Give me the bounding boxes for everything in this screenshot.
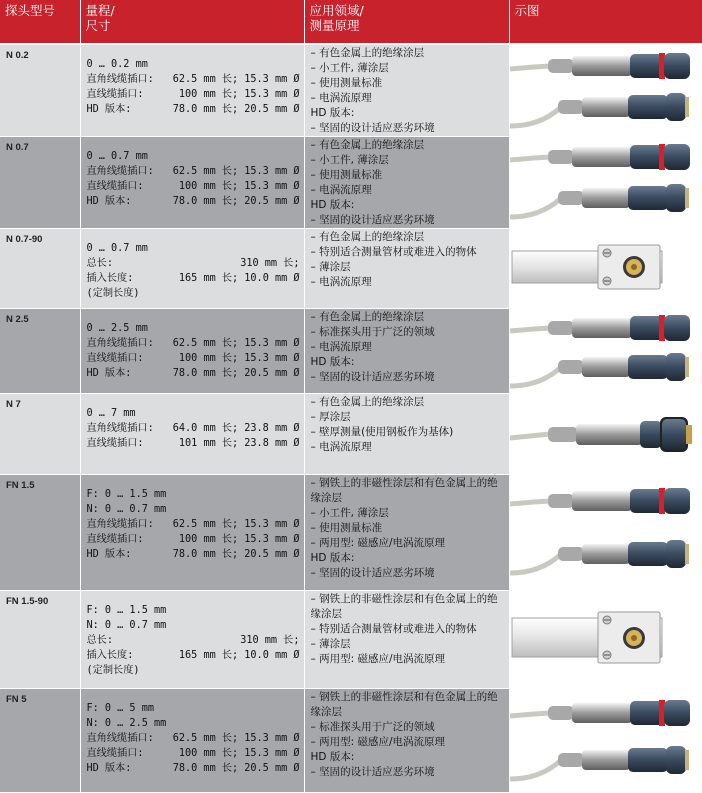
probe-illustration: [510, 475, 702, 590]
probe-illustration: [510, 689, 702, 792]
application-line: – 电涡流原理: [311, 275, 505, 290]
application-line: HD 版本:: [311, 750, 505, 765]
spec-line: [87, 406, 300, 421]
spec-line: [87, 618, 300, 633]
spec-label: HD 版本:: [87, 194, 132, 209]
spec-line: [87, 716, 300, 731]
spec-label: HD 版本:: [87, 547, 132, 562]
spec-label: 0 … 0.7 mm: [87, 149, 148, 164]
spec-line: [87, 351, 300, 366]
application-line: – 有色金属上的绝缘涂层: [311, 230, 505, 245]
spec-value: 100 mm 长; 15.3 mm Ø: [179, 87, 300, 102]
spec-label: 直角线缆插口:: [87, 731, 154, 746]
application-line: – 坚固的设计适应恶劣环境: [311, 121, 505, 136]
application-line: – 薄涂层: [311, 637, 505, 652]
probe-illustration-cell: [509, 137, 702, 229]
spec-label: 直线缆插口:: [87, 436, 144, 451]
application-line: – 钢铁上的非磁性涂层和有色金属上的绝缘涂层: [311, 690, 505, 720]
spec-label: F: 0 … 5 mm: [87, 701, 154, 716]
table-row: [0, 689, 702, 793]
spec-label: HD 版本:: [87, 366, 132, 381]
header-application: 应用领域/ 测量原理: [304, 0, 509, 44]
spec-line: [87, 633, 300, 648]
application-line: – 使用测量标准: [311, 76, 505, 91]
spec-line: [87, 487, 300, 502]
probe-illustration-cell: [509, 591, 702, 689]
probe-model: N 0.2: [0, 45, 80, 61]
range-size-cell: [80, 137, 304, 229]
application-line: – 电涡流原理: [311, 91, 505, 106]
table-row: [0, 309, 702, 394]
application-line: – 两用型: 磁感应/电涡流原理: [311, 536, 505, 551]
probe-illustration: [510, 45, 702, 134]
application-line: – 电涡流原理: [311, 340, 505, 355]
spec-label: 0 … 2.5 mm: [87, 321, 148, 336]
spec-line: [87, 241, 300, 256]
spec-line: [87, 532, 300, 547]
application-line: – 有色金属上的绝缘涂层: [311, 395, 505, 410]
application-line: HD 版本:: [311, 551, 505, 566]
probe-model-cell: [0, 591, 80, 689]
spec-value: 165 mm 长; 10.0 mm Ø: [179, 648, 300, 663]
spec-value: 62.5 mm 长; 15.3 mm Ø: [173, 164, 300, 179]
spec-line: [87, 286, 300, 301]
spec-label: 直线缆插口:: [87, 351, 144, 366]
spec-label: 插入长度:: [87, 271, 134, 286]
spec-value: 101 mm 长; 23.8 mm Ø: [179, 436, 300, 451]
application-line: HD 版本:: [311, 198, 505, 213]
probe-illustration: [510, 137, 702, 225]
spec-line: [87, 102, 300, 117]
range-size-cell: [80, 309, 304, 394]
application-cell: [304, 44, 509, 137]
spec-line: [87, 421, 300, 436]
probe-illustration: [510, 229, 702, 308]
spec-line: [87, 517, 300, 532]
range-size-cell: [80, 44, 304, 137]
spec-label: HD 版本:: [87, 102, 132, 117]
application-line: HD 版本:: [311, 355, 505, 370]
application-cell: [304, 309, 509, 394]
header-model: 探头型号: [0, 0, 80, 44]
table-row: [0, 44, 702, 137]
application-line: – 有色金属上的绝缘涂层: [311, 46, 505, 61]
spec-label: 0 … 0.7 mm: [87, 241, 148, 256]
spec-line: [87, 194, 300, 209]
application-line: – 小工件, 薄涂层: [311, 153, 505, 168]
application-line: – 使用测量标准: [311, 168, 505, 183]
spec-value: 62.5 mm 长; 15.3 mm Ø: [173, 72, 300, 87]
spec-line: [87, 179, 300, 194]
spec-line: [87, 502, 300, 517]
spec-label: F: 0 … 1.5 mm: [87, 603, 167, 618]
spec-label: 直线缆插口:: [87, 532, 144, 547]
table-row: [0, 591, 702, 689]
probe-model: N 0.7: [0, 137, 80, 153]
spec-line: [87, 701, 300, 716]
range-size-cell: [80, 394, 304, 475]
spec-value: 62.5 mm 长; 15.3 mm Ø: [173, 517, 300, 532]
application-line: – 使用测量标准: [311, 521, 505, 536]
range-size-cell: [80, 591, 304, 689]
application-line: – 薄涂层: [311, 260, 505, 275]
spec-value: 100 mm 长; 15.3 mm Ø: [179, 351, 300, 366]
table-row: [0, 137, 702, 229]
spec-line: [87, 648, 300, 663]
spec-line: [87, 436, 300, 451]
probe-model: FN 1.5-90: [0, 591, 80, 607]
application-line: – 标准探头用于广泛的领域: [311, 325, 505, 340]
spec-value: 78.0 mm 长; 20.5 mm Ø: [173, 194, 300, 209]
spec-label: 直角线缆插口:: [87, 72, 154, 87]
spec-value: 78.0 mm 长; 20.5 mm Ø: [173, 102, 300, 117]
spec-label: 直角线缆插口:: [87, 164, 154, 179]
spec-value: 62.5 mm 长; 15.3 mm Ø: [173, 731, 300, 746]
spec-value: 62.5 mm 长; 15.3 mm Ø: [173, 336, 300, 351]
spec-value: 78.0 mm 长; 20.5 mm Ø: [173, 366, 300, 381]
application-line: – 壁厚测量(使用钢板作为基体): [311, 425, 505, 440]
probe-illustration-cell: [509, 394, 702, 475]
probe-illustration: [510, 394, 702, 474]
spec-line: [87, 271, 300, 286]
range-size-cell: [80, 475, 304, 591]
spec-line: [87, 149, 300, 164]
spec-label: N: 0 … 0.7 mm: [87, 618, 167, 633]
table-row: [0, 394, 702, 475]
application-cell: [304, 394, 509, 475]
spec-label: 0 … 0.2 mm: [87, 57, 148, 72]
application-line: – 标准探头用于广泛的领域: [311, 720, 505, 735]
application-line: – 坚固的设计适应恶劣环境: [311, 370, 505, 385]
application-line: – 电涡流原理: [311, 183, 505, 198]
application-line: – 两用型: 磁感应/电涡流原理: [311, 735, 505, 750]
probe-illustration-cell: [509, 475, 702, 591]
header-figure: 示图: [509, 0, 702, 44]
application-line: – 坚固的设计适应恶劣环境: [311, 213, 505, 228]
spec-line: [87, 87, 300, 102]
spec-label: N: 0 … 0.7 mm: [87, 502, 167, 517]
application-line: – 有色金属上的绝缘涂层: [311, 138, 505, 153]
probe-illustration: [510, 591, 702, 688]
application-line: – 坚固的设计适应恶劣环境: [311, 566, 505, 581]
application-line: – 有色金属上的绝缘涂层: [311, 310, 505, 325]
probe-illustration-cell: [509, 689, 702, 793]
probe-model-cell: [0, 394, 80, 475]
application-line: – 小工件, 薄涂层: [311, 61, 505, 76]
spec-line: [87, 731, 300, 746]
spec-label: 0 … 7 mm: [87, 406, 136, 421]
spec-label: 总长:: [87, 256, 114, 271]
probe-illustration: [510, 309, 702, 393]
table-header-row: [0, 0, 702, 44]
probe-model-cell: [0, 309, 80, 394]
spec-value: 165 mm 长; 10.0 mm Ø: [179, 271, 300, 286]
spec-line: [87, 366, 300, 381]
probe-illustration-cell: [509, 44, 702, 137]
spec-label: 直线缆插口:: [87, 179, 144, 194]
spec-line: [87, 761, 300, 776]
header-range-size: 量程/ 尺寸: [80, 0, 304, 44]
spec-label: 直角线缆插口:: [87, 336, 154, 351]
spec-label: 直角线缆插口:: [87, 517, 154, 532]
spec-label: 直线缆插口:: [87, 87, 144, 102]
spec-value: 100 mm 长; 15.3 mm Ø: [179, 746, 300, 761]
spec-line: [87, 57, 300, 72]
spec-value: 310 mm 长;: [240, 633, 299, 648]
probe-model-cell: [0, 689, 80, 793]
application-line: – 两用型: 磁感应/电涡流原理: [311, 652, 505, 667]
probe-model: FN 5: [0, 689, 80, 705]
spec-line: [87, 256, 300, 271]
spec-line: [87, 746, 300, 761]
application-line: – 特别适合测量管材或难进入的物体: [311, 622, 505, 637]
application-line: – 小工件, 薄涂层: [311, 506, 505, 521]
application-cell: [304, 229, 509, 309]
spec-label: (定制长度): [87, 286, 140, 301]
table-row: [0, 475, 702, 591]
spec-line: [87, 72, 300, 87]
spec-label: (定制长度): [87, 663, 140, 678]
probe-illustration-cell: [509, 229, 702, 309]
application-cell: [304, 137, 509, 229]
probe-model: N 2.5: [0, 309, 80, 325]
spec-value: 100 mm 长; 15.3 mm Ø: [179, 179, 300, 194]
spec-line: [87, 321, 300, 336]
spec-line: [87, 164, 300, 179]
table-row: [0, 229, 702, 309]
probe-model-cell: [0, 44, 80, 137]
application-cell: [304, 475, 509, 591]
application-line: – 坚固的设计适应恶劣环境: [311, 765, 505, 780]
spec-label: HD 版本:: [87, 761, 132, 776]
spec-value: 64.0 mm 长; 23.8 mm Ø: [173, 421, 300, 436]
spec-value: 78.0 mm 长; 20.5 mm Ø: [173, 761, 300, 776]
application-line: – 钢铁上的非磁性涂层和有色金属上的绝缘涂层: [311, 592, 505, 622]
probe-model: N 0.7-90: [0, 229, 80, 245]
application-line: – 特别适合测量管材或难进入的物体: [311, 245, 505, 260]
range-size-cell: [80, 229, 304, 309]
spec-value: 78.0 mm 长; 20.5 mm Ø: [173, 547, 300, 562]
spec-line: [87, 603, 300, 618]
spec-label: 总长:: [87, 633, 114, 648]
spec-value: 100 mm 长; 15.3 mm Ø: [179, 532, 300, 547]
spec-value: 310 mm 长;: [240, 256, 299, 271]
spec-label: 直线缆插口:: [87, 746, 144, 761]
range-size-cell: [80, 689, 304, 793]
spec-label: 插入长度:: [87, 648, 134, 663]
spec-line: [87, 547, 300, 562]
application-line: – 钢铁上的非磁性涂层和有色金属上的绝缘涂层: [311, 476, 505, 506]
spec-label: N: 0 … 2.5 mm: [87, 716, 167, 731]
probe-illustration-cell: [509, 309, 702, 394]
application-cell: [304, 689, 509, 793]
probe-model: FN 1.5: [0, 475, 80, 491]
application-line: – 厚涂层: [311, 410, 505, 425]
probe-model: N 7: [0, 394, 80, 410]
spec-label: 直角线缆插口:: [87, 421, 154, 436]
probe-model-cell: [0, 475, 80, 591]
probe-model-cell: [0, 229, 80, 309]
application-cell: [304, 591, 509, 689]
spec-line: [87, 663, 300, 678]
probe-model-cell: [0, 137, 80, 229]
application-line: HD 版本:: [311, 106, 505, 121]
spec-label: F: 0 … 1.5 mm: [87, 487, 167, 502]
application-line: – 电涡流原理: [311, 440, 505, 455]
spec-line: [87, 336, 300, 351]
